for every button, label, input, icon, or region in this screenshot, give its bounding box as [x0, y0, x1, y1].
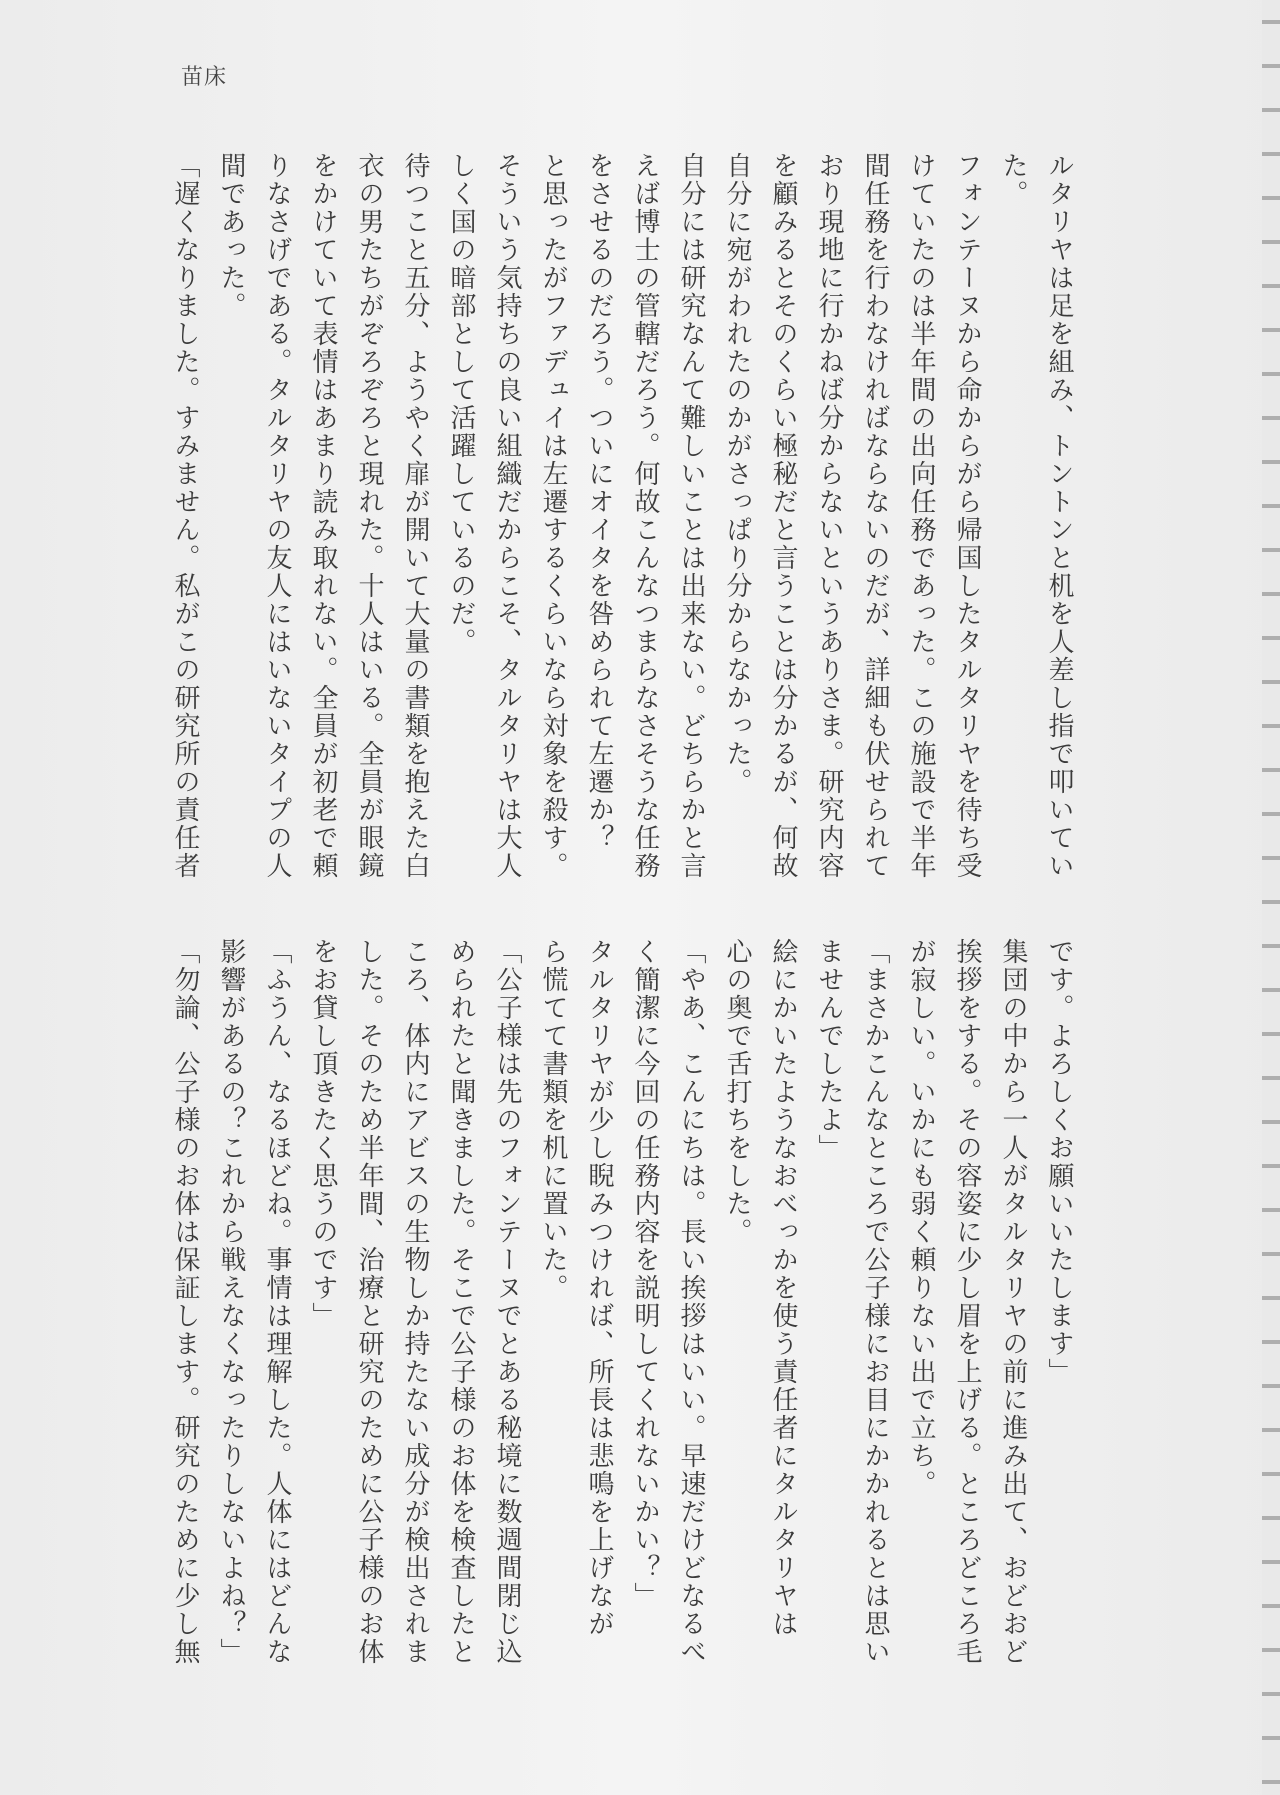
text-column: 「公子様は先のフォンテーヌでとある秘境に数週間閉じ込	[492, 938, 522, 1666]
text-block-top	[147, 152, 1082, 880]
text-column: 「ふうん、なるほどね。事情は理解した。人体にはどんな	[262, 938, 292, 1666]
text-block-bottom	[147, 938, 1082, 1666]
text-column: 自分に宛がわれたのかがさっぱり分からなかった。	[722, 152, 752, 796]
spiral-binding-edge	[1262, 0, 1280, 1795]
text-column: められたと聞きました。そこで公子様のお体を検査したと	[446, 938, 476, 1666]
text-column: おり現地に行かねば分からないというありさま。研究内容	[814, 152, 844, 880]
text-column: 間任務を行わなければならないのだが、詳細も伏せられて	[860, 152, 890, 880]
text-column: 自分には研究なんて難しいことは出来ない。どちらかと言	[676, 152, 706, 880]
text-column: と思ったがファデュイは左遷するくらいなら対象を殺す。	[538, 152, 568, 880]
text-column: をかけていて表情はあまり読み取れない。全員が初老で頼	[308, 152, 338, 880]
text-column: フォンテーヌから命からがら帰国したタルタリヤを待ち受	[952, 152, 982, 880]
text-column: 「やあ、こんにちは。長い挨拶はいい。早速だけどなるべ	[676, 938, 706, 1666]
text-column: です。よろしくお願いいたします」	[1044, 938, 1074, 1386]
text-column: 衣の男たちがぞろぞろと現れた。十人はいる。全員が眼鏡	[354, 152, 384, 880]
text-column: く簡潔に今回の任務内容を説明してくれないかい？」	[630, 938, 660, 1610]
text-column: りなさげである。タルタリヤの友人にはいないタイプの人	[262, 152, 292, 880]
text-column: しく国の暗部として活躍しているのだ。	[446, 152, 476, 656]
text-column: が寂しい。いかにも弱く頼りない出で立ち。	[906, 938, 936, 1498]
text-column: た。	[998, 152, 1028, 208]
text-column: 「勿論、公子様のお体は保証します。研究のために少し無	[170, 938, 200, 1666]
text-column: タルタリヤが少し睨みつければ、所長は悲鳴を上げなが	[584, 938, 614, 1638]
text-column: えば博士の管轄だろう。何故こんなつまらなさそうな任務	[630, 152, 660, 880]
text-column: をさせるのだろう。ついにオイタを咎められて左遷か？	[584, 152, 614, 852]
text-column: 絵にかいたようなおべっかを使う責任者にタルタリヤは	[768, 938, 798, 1638]
text-column: ませんでしたよ」	[814, 938, 844, 1162]
text-column: ころ、体内にアビスの生物しか持たない成分が検出されま	[400, 938, 430, 1666]
text-column: 集団の中から一人がタルタリヤの前に進み出て、おどおど	[998, 938, 1028, 1666]
text-column: をお貸し頂きたく思うのです」	[308, 938, 338, 1330]
text-column: そういう気持ちの良い組織だからこそ、タルタリヤは大人	[492, 152, 522, 880]
text-column: 「遅くなりました。すみません。私がこの研究所の責任者	[170, 152, 200, 880]
text-column: 待つこと五分、ようやく扉が開いて大量の書類を抱えた白	[400, 152, 430, 880]
text-column: 間であった。	[216, 152, 246, 320]
text-column: ルタリヤは足を組み、トントンと机を人差し指で叩いてい	[1044, 152, 1074, 880]
text-column: ら慌てて書類を机に置いた。	[538, 938, 568, 1302]
text-column: を顧みるとそのくらい極秘だと言うことは分かるが、何故	[768, 152, 798, 880]
text-column: 心の奥で舌打ちをした。	[722, 938, 752, 1246]
text-column: 挨拶をする。その容姿に少し眉を上げる。ところどころ毛	[952, 938, 982, 1666]
running-head: 苗床	[181, 65, 228, 90]
text-column: 「まさかこんなところで公子様にお目にかかれるとは思い	[860, 938, 890, 1666]
text-column: けていたのは半年間の出向任務であった。この施設で半年	[906, 152, 936, 880]
text-column: した。そのため半年間、治療と研究のために公子様のお体	[354, 938, 384, 1666]
text-column: 影響があるの？これから戦えなくなったりしないよね？」	[216, 938, 246, 1666]
